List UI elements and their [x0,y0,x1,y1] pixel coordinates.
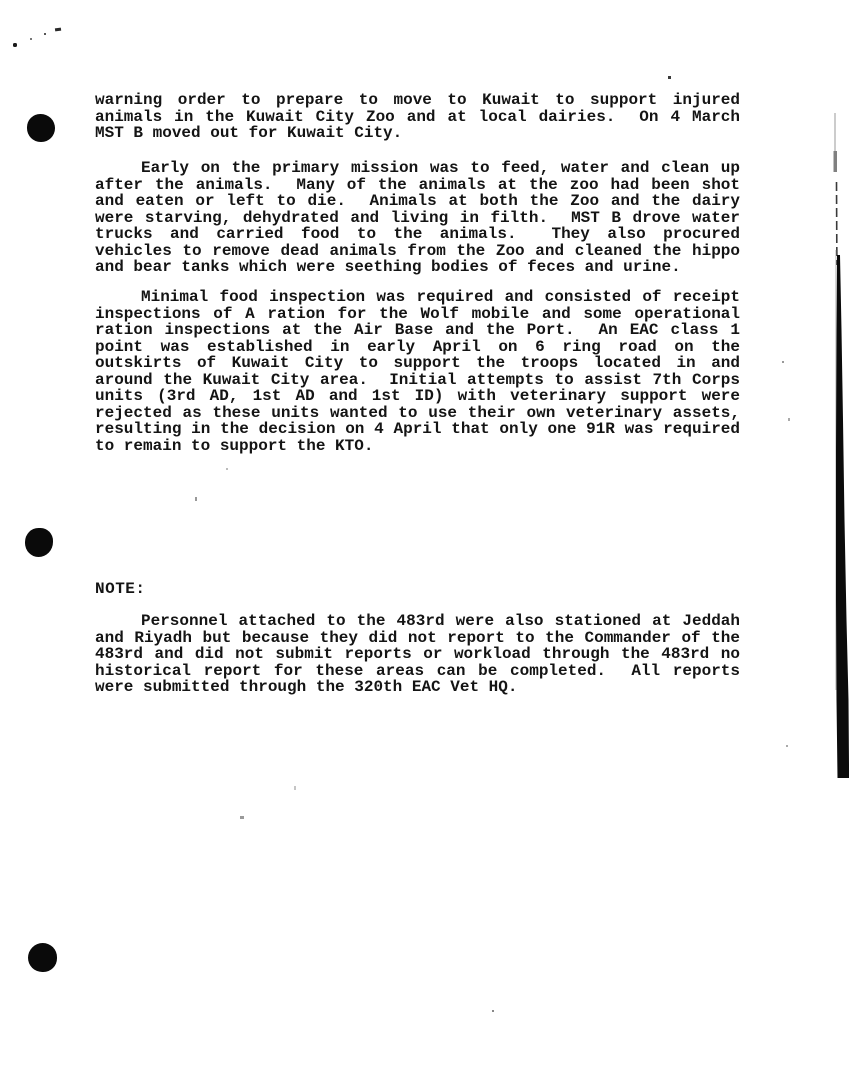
punch-hole [28,943,57,972]
text-line: were starving, dehydrated and living in filth. MST B drove water [95,208,740,227]
text-line: after the animals. Many of the animals at the zoo had been shot [95,175,740,194]
text-line: ration inspections at the Air Base and the Port. An EAC class 1 [95,321,740,339]
text-line: vehicles to remove dead animals from the Zoo and cleaned the hippo [95,241,740,260]
text-line: warning order to prepare to move to Kuwait to support injured [95,91,740,109]
text-line: trucks and carried food to the animals. They also procured [95,225,740,243]
text-line: Early on the primary mission was to feed, water and clean up [141,159,740,177]
edge-bar-shape [836,255,849,778]
punch-hole [25,528,53,557]
scan-speck [294,786,296,790]
scan-speck [786,745,788,747]
note-heading: NOTE: [95,580,146,598]
scan-speck [195,497,197,501]
text-line: point was established in early April on 6 ring road on the [95,337,740,356]
text-line: and bear tanks which were seething bodies of feces and urine. [95,258,681,276]
scan-speck [44,33,46,35]
text-line: animals in the Kuwait City Zoo and at local dairies. On 4 March [95,107,740,126]
text-line: rejected as these units wanted to use their own veterinary assets, [95,403,740,422]
text-line: around the Kuwait City area. Initial attempts to assist 7th Corps [95,370,740,389]
scan-speck [782,361,784,363]
scan-speck [13,43,17,47]
punch-hole [27,114,55,142]
scan-speck [55,28,61,31]
scan-speck [226,468,228,470]
paragraph-warning-order [95,92,740,142]
text-line: Minimal food inspection was required and consisted of receipt [141,288,740,306]
text-line: MST B moved out for Kuwait City. [95,124,403,142]
text-line: Personnel attached to the 483rd were also stationed at Jeddah [141,612,740,630]
scan-edge-artifact [830,110,850,780]
scan-speck [30,38,32,40]
text-line: units (3rd AD, 1st AD and 1st ID) with veterinary support were [95,387,740,405]
text-line: resulting in the decision on 4 April that only one 91R was required [95,420,740,438]
scan-speck [668,76,671,79]
paragraph-primary-mission [95,160,740,276]
scan-speck [788,418,790,421]
text-line: were submitted through the 320th EAC Vet HQ. [95,678,518,696]
text-line: outskirts of Kuwait City to support the troops located in and [95,354,740,372]
paragraph-food-inspection [95,289,740,454]
scan-speck [492,1010,494,1012]
text-line: and Riyadh but because they did not report to the Commander of the [95,628,740,647]
text-line: and eaten or left to die. Animals at both the Zoo and the dairy [95,192,740,210]
text-line: historical report for these areas can be completed. All reports [95,661,740,680]
text-line: to remain to support the KTO. [95,436,374,455]
text-line: 483rd and did not submit reports or workload through the 483rd no [95,645,740,663]
text-line: inspections of A ration for the Wolf mobile and some operational [95,304,740,323]
scan-speck [240,816,244,819]
paragraph-note [95,613,740,696]
